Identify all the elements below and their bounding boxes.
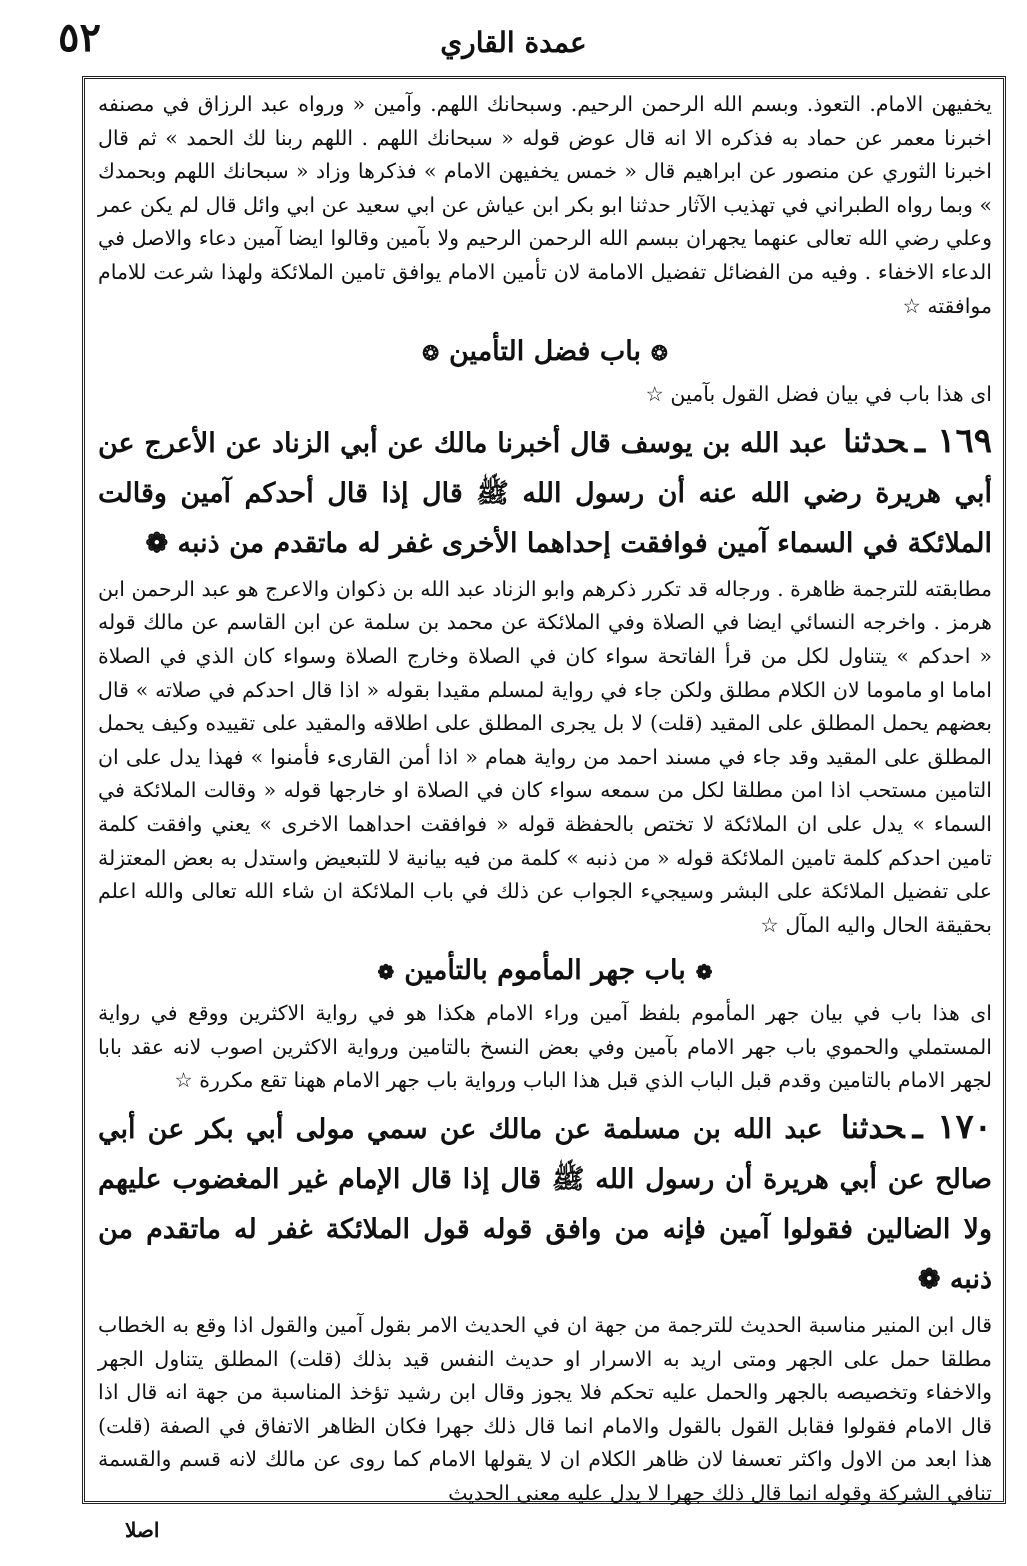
commentary-paragraph: اى هذا باب في بيان جهر المأموم بلفظ آمين وراء الامام هكذا هو في رواية الاكثرين ووقع في رواية المستملي والحموي باب جهر الامام بآمين وفي بعض النسخ بالتامين ورواية الاكثرين اصوب لانه عقد بابا لجهر الامام بالتامين وقدم قبل الباب الذي قبل هذا الباب ورواية باب جهر الامام ههنا تقع مكررة ☆ xyxy=(98,1001,993,1093)
chapter-intro xyxy=(98,378,992,412)
page-header xyxy=(0,0,1027,72)
hadith-170 xyxy=(98,1102,992,1305)
hadith-169 xyxy=(98,416,992,569)
hadith-text: عبد الله بن يوسف قال أخبرنا مالك عن أبي الزناد عن الأعرج عن أبي هريرة رضي الله عنه أن رسول الله ﷺ قال إذا قال أحدكم آمين وقالت الملائكة في السماء آمين فوافقت إحداهما الأخرى غفر له ماتقدم من ذنبه ❁ xyxy=(98,427,992,559)
ornament-icon: ❁ xyxy=(695,960,713,985)
footer-note: اصلا xyxy=(125,1518,160,1542)
commentary-169 xyxy=(98,573,992,943)
hadith-number: ١٧٠ ـ xyxy=(912,1107,992,1148)
commentary-paragraph: مطابقته للترجمة ظاهرة . ورجاله قد تكرر ذكرهم وابو الزناد عبد الله بن ذكوان والاعرج هو عبد الرحمن ابن هرمز . واخرجه النسائي ايضا في الصلاة وفي الملائكة عن محمد بن سلمة عن ابن القاسم عن مالك قوله « احدكم » يتناول لكل من قرأ الفاتحة سواء كان في الصلاة وخارج الصلاة وسواء كان الذي في الصلاة اماما او ماموما لان الكلام مطلق ولكن جاء في رواية لمسلم مقيدا بقوله « اذا قال احدكم في صلاته » قال بعضهم يحمل المطلق على المقيد (قلت) لا بل يجرى المطلق على اطلاقه والمقيد على تقييده وكيف يحمل المطلق على المقيد وقد جاء في مسند احمد من رواية همام « اذا أمن القارىء فأمنوا » فهذا يدل على ان التامين مستحب اذا امن مطلقا لكل من سمعه سواء كان في الصلاة او خارجها قوله « وقالت الملائكة في السماء » يدل على ان الملائكة لا تختص بالحفظة قوله « فوافقت احداهما الاخرى » يعني وافقت كلمة تامين احدكم كلمة تامين الملائكة قوله « من ذنبه » كلمة من فيه بيانية لا للتبعيض واستدل به بعض المعتزلة على تفضيل الملائكة على البشر وسيجيء الجواب عن ذلك في باب الملائكة ان شاء الله تعالى والله اعلم بحقيقة الحال واليه المآل ☆ xyxy=(98,576,992,937)
hadith-opener: حدثنا xyxy=(840,1110,905,1147)
running-title: عمدة القاري xyxy=(440,26,587,59)
page-number: ٥٢ xyxy=(58,14,101,61)
ornament-icon: ❂ xyxy=(422,341,439,366)
commentary-170 xyxy=(98,1309,992,1511)
chapter-heading-jahr-mamum xyxy=(98,948,992,995)
hadith-text: عبد الله بن مسلمة عن مالك عن سمي مولى أبي بكر عن أبي صالح عن أبي هريرة أن رسول الله ﷺ قال إذا قال الإمام غير المغضوب عليهم ولا الضالين فقولوا آمين فإنه من وافق قوله قول الملائكة غفر له ماتقدم من ذنبه ❁ xyxy=(98,1114,992,1296)
top-commentary xyxy=(98,88,992,323)
chapter-intro xyxy=(98,997,992,1098)
hadith-opener: حدثنا xyxy=(843,423,908,460)
commentary-paragraph: قال ابن المنير مناسبة الحديث للترجمة من جهة ان في الحديث الامر بقول آمين والقول اذا وقع به الخطاب مطلقا حمل على الجهر ومتى اريد به الاسرار او حديث النفس قيد بذلك (قلت) المطلق يتناول الجهر والاخفاء وتخصيصه بالجهر والحمل عليه تحكم فلا يجوز وقال ابن رشيد تؤخذ المناسبة من جهة انه قال اذا قال الامام فقولوا فقابل القول بالقول والامام انما قال ذلك جهرا فكان الظاهر الاتفاق في الصفة (قلت) هذا ابعد من الاول واكثر تعسفا لان ظاهر الكلام ان لا يقولها الامام كما روى عن مالك لانه قسم والقسمة تنافي الشركة وقوله انما قال ذلك جهرا لا يدل عليه معنى الحديث xyxy=(98,1313,992,1506)
commentary-paragraph: يخفيهن الامام. التعوذ. وبسم الله الرحمن الرحيم. وسبحانك اللهم. وآمين « ورواه عبد الرزاق في مصنفه اخبرنا معمر عن حماد به فذكره الا انه قال عوض قوله « سبحانك اللهم . اللهم ربنا لك الحمد » ثم قال اخبرنا الثوري عن منصور عن ابراهيم قال « خمس يخفيهن الامام » فذكرها وزاد « سبحانك اللهم وبحمدك » وبما رواه الطبراني في تهذيب الآثار حدثنا ابو بكر ابن عياش عن ابي سعيد عن ابي وائل قال لم يكن عمر وعلي رضي الله تعالى عنهما يجهران ببسم الله الرحمن الرحيم ولا بآمين وقالوا ايضا آمين دعاء والاصل في الدعاء الاخفاء . وفيه من الفضائل تفضيل الامامة لان تأمين الامام يوافق تامين الملائكة ولهذا شرعت للامام موافقته ☆ xyxy=(98,92,992,318)
chapter-heading-fadl-tamin xyxy=(98,329,992,376)
chapter-title: باب جهر المأموم بالتأمين xyxy=(404,955,686,987)
commentary-paragraph: اى هذا باب في بيان فضل القول بآمين ☆ xyxy=(645,382,992,407)
hadith-number: ١٦٩ ـ xyxy=(915,420,992,461)
page-body xyxy=(98,88,992,1511)
ornament-icon: ❁ xyxy=(377,960,395,985)
ornament-icon: ❂ xyxy=(651,341,668,366)
chapter-title: باب فضل التأمين xyxy=(449,336,641,368)
